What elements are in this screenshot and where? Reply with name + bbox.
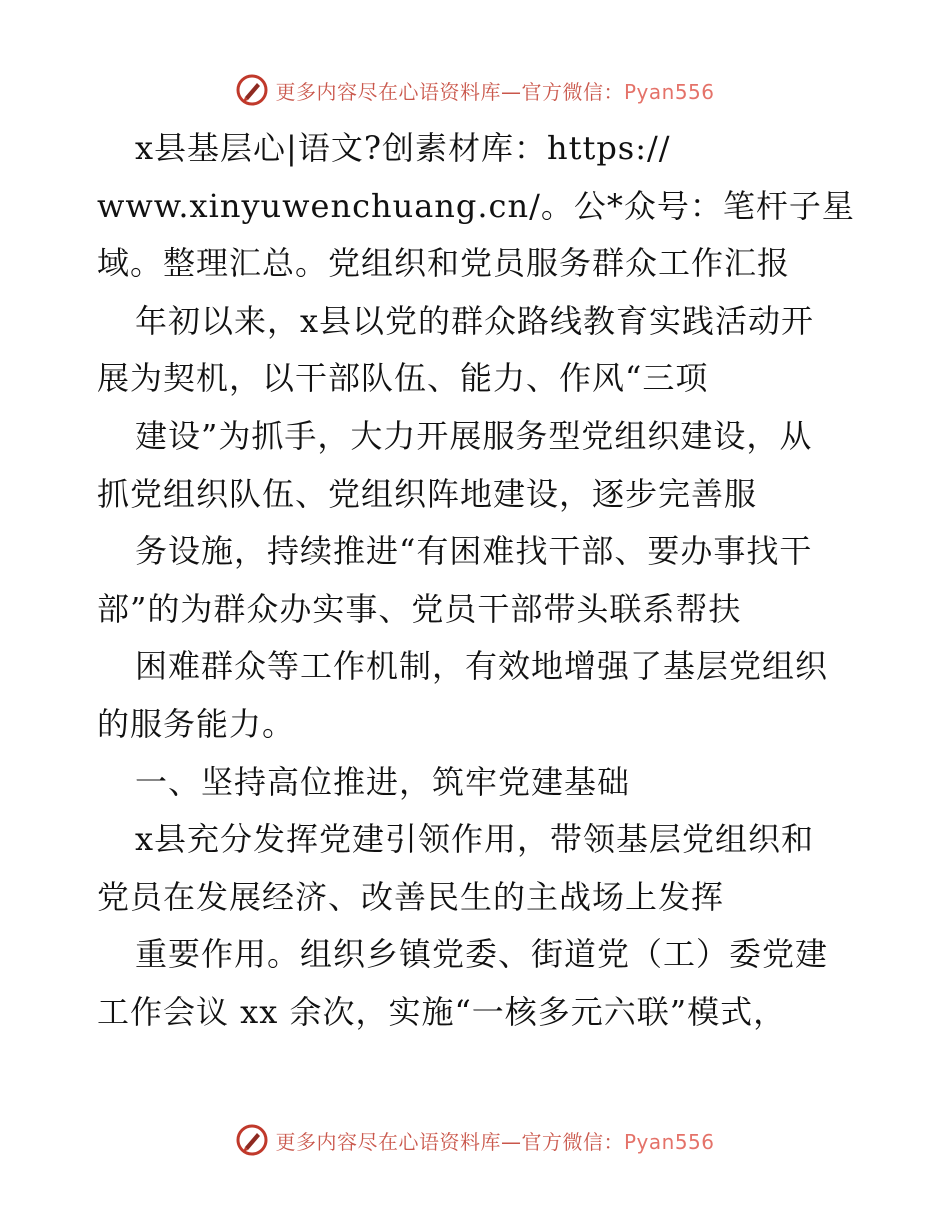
text-line: 务设施，持续推进“有困难找干部、要办事找干 [135,532,813,571]
text-line: 建设”为抓手，大力开展服务型党组织建设，从 [135,416,813,455]
text-line: 工作会议 xx 余次，实施“一核多元六联”模式， [97,992,787,1031]
text-line: x县充分发挥党建引领作用，带领基层党组织和 [135,820,815,859]
text-line: 一、坚持高位推进，筑牢党建基础 [135,762,631,801]
text-line: 年初以来，x县以党的群众路线教育实践活动开 [135,301,815,340]
header-watermark [0,70,950,110]
watermark-text: 更多内容尽在心语资料库—官方微信：Pyan556 [275,79,715,104]
pen-nib-circle-icon [235,73,269,107]
document-body [97,120,857,1042]
text-line: 的服务能力。 [97,704,296,743]
text-line: 困难群众等工作机制，有效地增强了基层党组织 [135,647,829,686]
text-line: 抓党组织队伍、党组织阵地建设，逐步完善服 [97,474,758,513]
text-line: www.xinyuwenchuang.cn/。公*众号：笔杆子星 [97,186,855,225]
text-line: x县基层心|语文?创素材库：https:// [135,129,671,167]
text-line: 域。整理汇总。党组织和党员服务群众工作汇报 [97,244,791,283]
text-line: 部”的为群众办实事、党员干部带头联系帮扶 [97,589,742,628]
text-line: 重要作用。组织乡镇党委、街道党（工）委党建 [135,935,829,974]
text-line: 党员在发展经济、改善民生的主战场上发挥 [97,877,725,916]
pen-nib-circle-icon [235,1123,269,1157]
watermark-text: 更多内容尽在心语资料库—官方微信：Pyan556 [275,1129,715,1154]
text-line: 展为契机，以干部队伍、能力、作风“三项 [97,359,709,398]
footer-watermark [0,1120,950,1160]
